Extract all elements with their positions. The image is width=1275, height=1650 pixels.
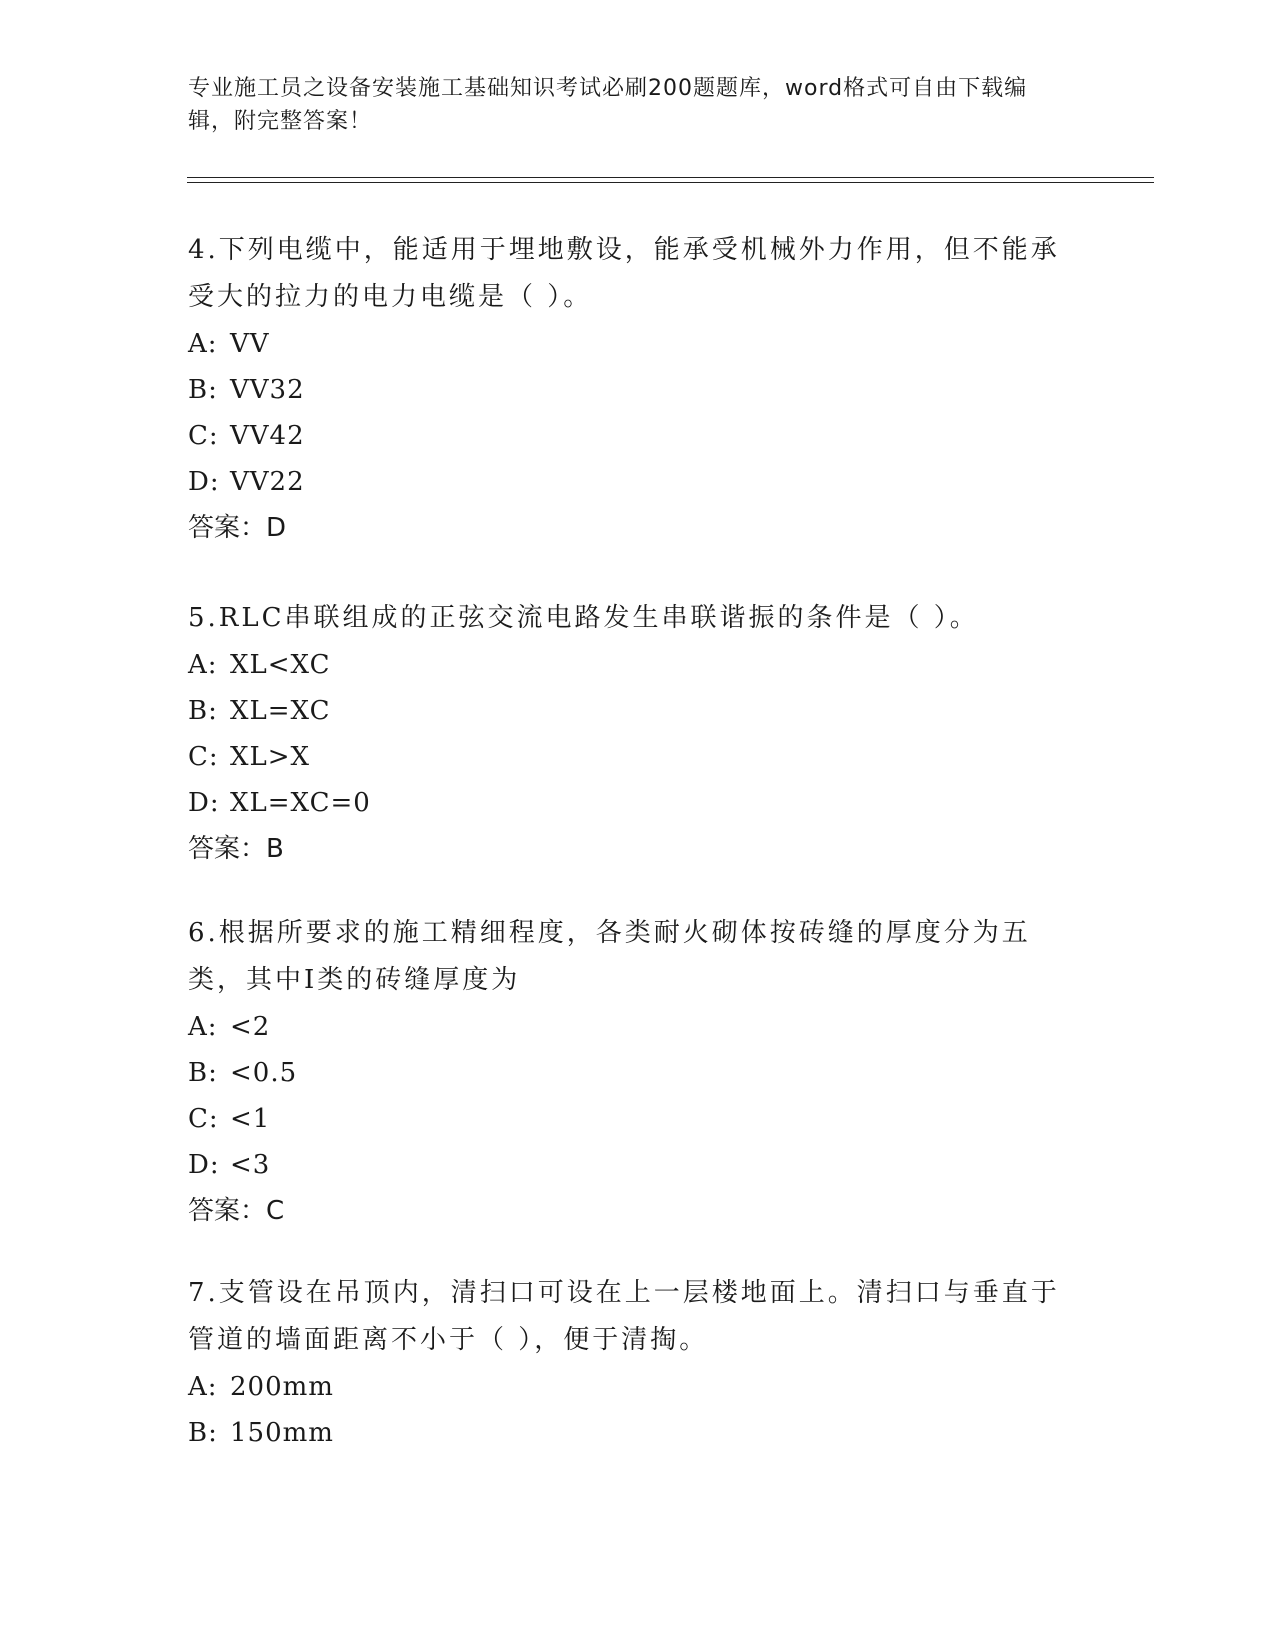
- question-stem: 5.RLC串联组成的正弦交流电路发生串联谐振的条件是（ ）。: [188, 603, 979, 633]
- option-letter: B:: [188, 696, 218, 726]
- option-text: 200mm: [230, 1372, 334, 1402]
- option-b: [188, 1410, 1068, 1456]
- option-text: VV42: [230, 421, 305, 451]
- option-a: [188, 1004, 1068, 1050]
- option-letter: B:: [188, 1058, 218, 1088]
- option-letter: C:: [188, 742, 219, 772]
- question-stem: 4.下列电缆中，能适用于埋地敷设，能承受机械外力作用，但不能承受大的拉力的电力电缆是（ ）。: [188, 235, 1060, 312]
- option-text: XL=XC=0: [230, 788, 371, 818]
- option-text: <1: [230, 1104, 271, 1134]
- option-text: 150mm: [230, 1418, 334, 1448]
- option-letter: A:: [188, 1012, 218, 1042]
- option-letter: A:: [188, 1372, 218, 1402]
- option-text: <3: [230, 1150, 271, 1180]
- option-text: <0.5: [230, 1058, 298, 1088]
- option-d: [188, 1142, 1068, 1188]
- option-letter: D:: [188, 788, 220, 818]
- answer-line: 答案：B: [188, 834, 284, 864]
- option-text: VV: [230, 329, 270, 359]
- option-a: [188, 642, 1068, 688]
- answer-line: 答案：D: [188, 513, 287, 543]
- option-letter: A:: [188, 329, 218, 359]
- option-c: [188, 1096, 1068, 1142]
- option-text: XL>X: [230, 742, 311, 772]
- option-b: [188, 1050, 1068, 1096]
- header-divider-bottom: [187, 182, 1154, 183]
- question-5: [188, 595, 1068, 872]
- question-4: [188, 227, 1068, 551]
- option-b: [188, 688, 1068, 734]
- option-b: [188, 367, 1068, 413]
- question-6: [188, 910, 1068, 1234]
- option-text: XL=XC: [230, 696, 331, 726]
- option-letter: A:: [188, 650, 218, 680]
- option-letter: D:: [188, 1150, 220, 1180]
- option-letter: C:: [188, 1104, 219, 1134]
- answer-line: 答案：C: [188, 1196, 285, 1226]
- question-7: [188, 1270, 1068, 1456]
- question-stem: 6.根据所要求的施工精细程度，各类耐火砌体按砖缝的厚度分为五类，其中Ⅰ类的砖缝厚度为: [188, 918, 1031, 995]
- option-text: VV32: [230, 375, 305, 405]
- option-c: [188, 734, 1068, 780]
- option-letter: B:: [188, 1418, 218, 1448]
- option-text: <2: [230, 1012, 271, 1042]
- document-header: 专业施工员之设备安装施工基础知识考试必刷200题题库，word格式可自由下载编辑，附完整答案！: [188, 76, 1028, 134]
- option-letter: C:: [188, 421, 219, 451]
- option-letter: D:: [188, 467, 220, 497]
- option-text: XL<XC: [230, 650, 331, 680]
- option-text: VV22: [230, 467, 305, 497]
- option-d: [188, 780, 1068, 826]
- option-a: [188, 321, 1068, 367]
- option-c: [188, 413, 1068, 459]
- option-a: [188, 1364, 1068, 1410]
- option-letter: B:: [188, 375, 218, 405]
- option-d: [188, 459, 1068, 505]
- question-stem: 7.支管设在吊顶内，清扫口可设在上一层楼地面上。清扫口与垂直于管道的墙面距离不小于（ ），便于清掏。: [188, 1278, 1060, 1355]
- header-divider-top: [187, 177, 1154, 178]
